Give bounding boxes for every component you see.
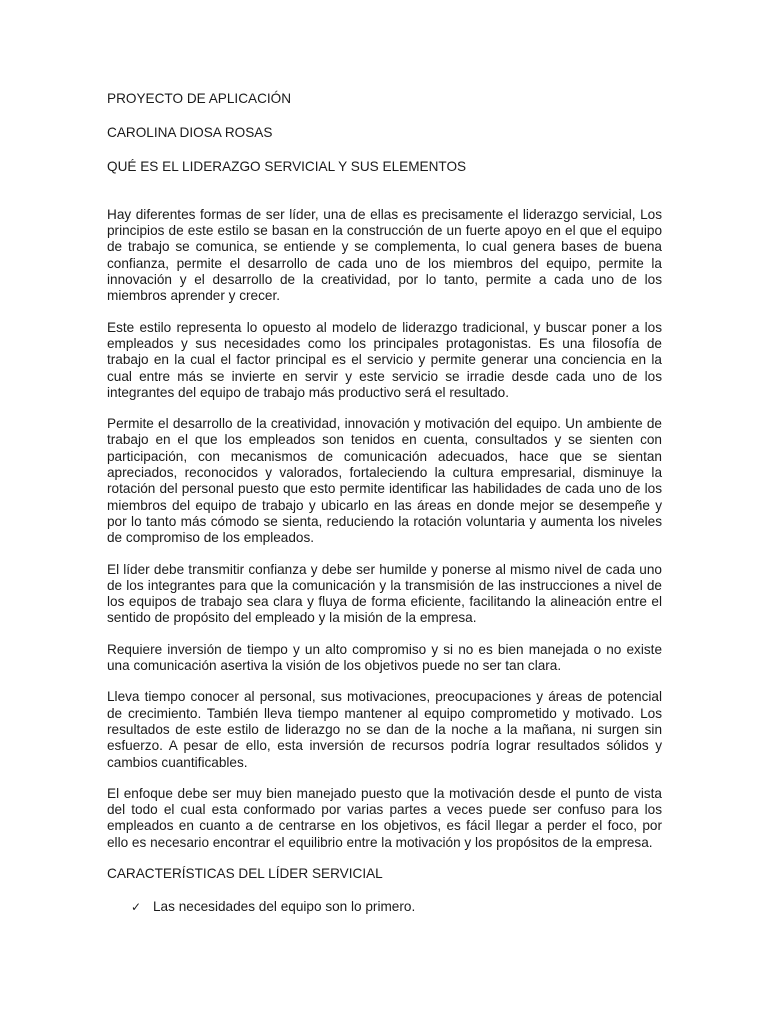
checkmark-icon: ✓: [131, 900, 142, 915]
paragraph: El enfoque debe ser muy bien manejado puesto que la motivación desde el punto de vista del todo el cual esta conformado por varias partes a veces puede ser confuso para los empleados en cuanto a de centrarse en los objetivos, es fácil llegar a perder el foco, por ello es necesario encontrar el equilibrio entre la motivación y los propósitos de la empresa.: [107, 785, 662, 850]
author-name: CAROLINA DIOSA ROSAS: [107, 125, 273, 141]
paragraph: Requiere inversión de tiempo y un alto compromiso y si no es bien manejada o no existe una comunicación asertiva la visión de los objetivos puede no ser tan clara.: [107, 641, 662, 674]
document-body: [107, 91, 662, 916]
project-label: PROYECTO DE APLICACIÓN: [107, 91, 292, 106]
paragraph: Este estilo representa lo opuesto al modelo de liderazgo tradicional, y buscar poner a los empleados y sus necesidades como los principales protagonistas. Es una filosofía de trabajo en la cual el factor principal es el servicio y permite generar una conciencia en la cual entre más se invierte en servir y este servicio se irradie desde cada uno de los integrantes del equipo de trabajo más productivo será el resultado.: [107, 319, 662, 400]
paragraph: Permite el desarrollo de la creatividad, innovación y motivación del equipo. Un ambiente de trabajo en el que los empleados son tenidos en cuenta, consultados y se sienten con participación, con mecanismos de comunicación adecuados, hace que se sientan apreciados, reconocidos y valorados, fortaleciendo la cultura empresarial, disminuye la rotación del personal puesto que esto permite identificar las habilidades de cada uno de los miembros del equipo de trabajo y ubicarlo en las áreas en donde mejor se desempeñe y por lo tanto más cómodo se sienta, reduciendo la rotación voluntaria y aumenta los niveles de compromiso de los empleados.: [107, 416, 662, 546]
paragraph: El líder debe transmitir confianza y debe ser humilde y ponerse al mismo nivel de cada uno de los integrantes para que la comunicación y la transmisión de las instrucciones a nivel de los equipos de trabajo sea clara y fluya de forma eficiente, facilitando la alineación entre el sentido de propósito del empleado y la misión de la empresa.: [107, 561, 662, 626]
characteristics-list: [107, 899, 662, 915]
list-item: [131, 899, 662, 915]
section-heading: CARACTERÍSTICAS DEL LÍDER SERVICIAL: [107, 865, 383, 881]
paragraph: Lleva tiempo conocer al personal, sus motivaciones, preocupaciones y áreas de potencial de crecimiento. También lleva tiempo mantener al equipo comprometido y motivado. Los resultados de este estilo de liderazgo no se dan de la noche a la mañana, ni surgen sin esfuerzo. A pesar de ello, esta inversión de recursos podría lograr resultados sólidos y cambios cuantificables.: [107, 689, 662, 770]
document-title: QUÉ ES EL LIDERAZGO SERVICIAL Y SUS ELEMENTOS: [107, 158, 467, 174]
list-item-text: Las necesidades del equipo son lo primero.: [153, 899, 416, 915]
paragraph: Hay diferentes formas de ser líder, una de ellas es precisamente el liderazgo servicial, Los principios de este estilo se basan en la construcción de un fuerte apoyo en el que el equipo de trabajo se comunica, se entiende y se complementa, lo cual genera bases de buena confianza, permite el desarrollo de cada uno de los miembros del equipo, permite la innovación y el desarrollo de la creatividad, por lo tanto, permite a cada uno de los miembros aprender y crecer.: [107, 206, 662, 304]
